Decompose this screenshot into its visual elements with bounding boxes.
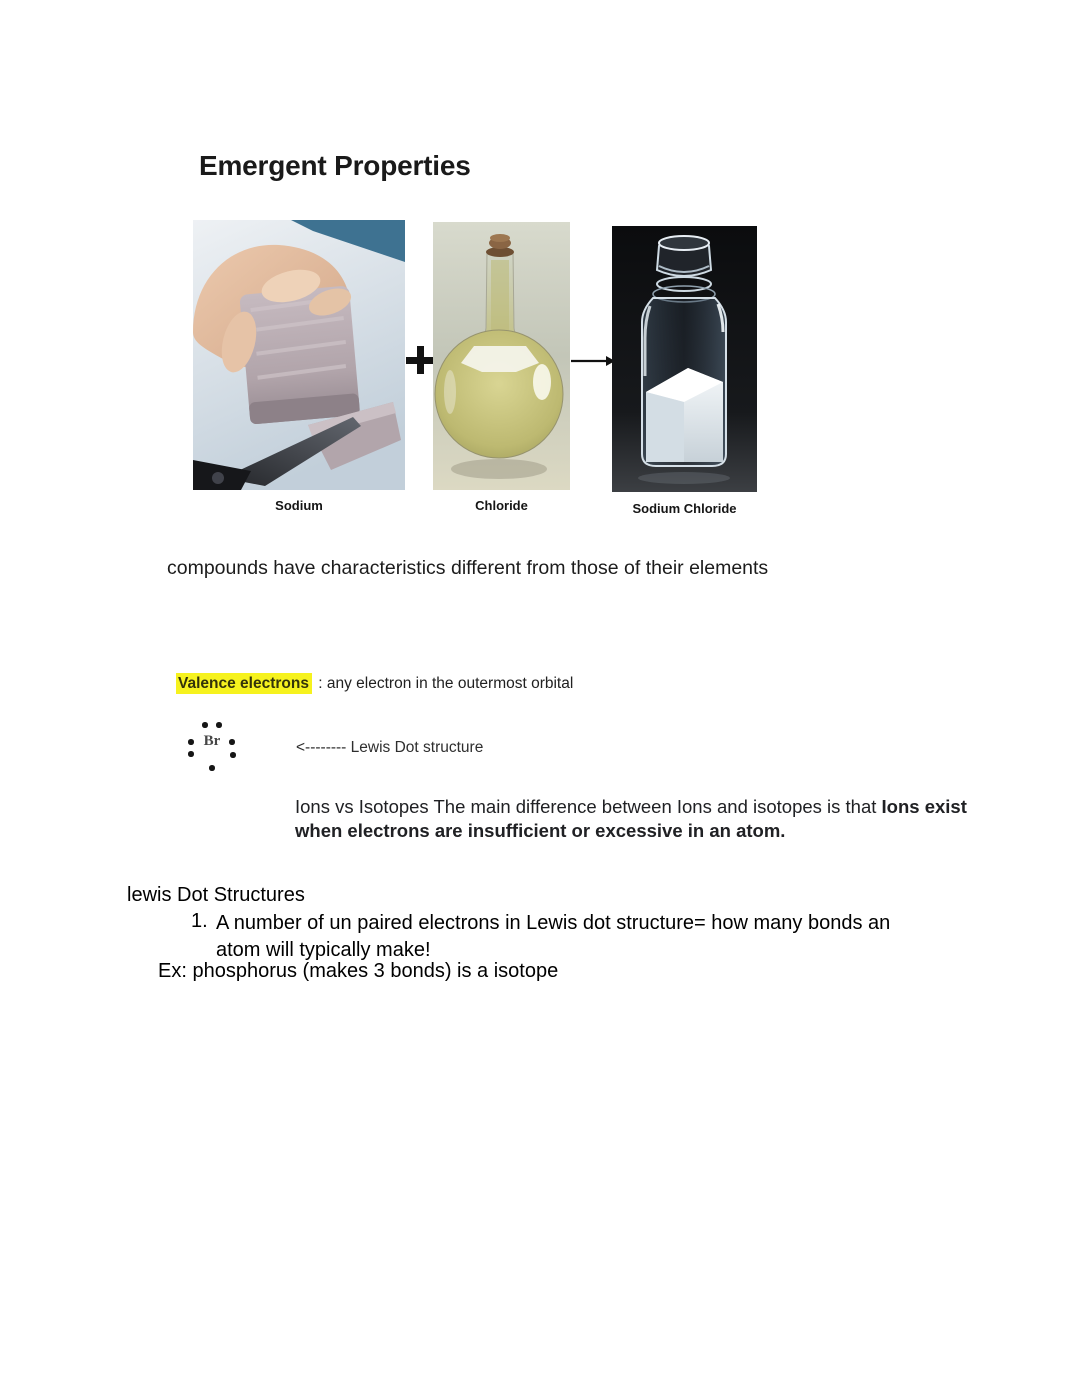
ions-regular-text: Ions vs Isotopes The main difference between Ions and isotopes is that — [295, 796, 882, 817]
electron-dot — [216, 722, 222, 728]
lewis-dot-structures-heading: lewis Dot Structures — [127, 884, 305, 906]
electron-dot — [202, 722, 208, 728]
electron-dot — [188, 739, 194, 745]
list-item-text: A number of un paired electrons in Lewis dot structure= how many bonds an atom will typically make! — [216, 912, 891, 961]
chlorine-flask-illustration — [433, 222, 570, 490]
salt-jar-photo — [612, 226, 757, 492]
sodium-label: Sodium — [275, 498, 323, 513]
electron-dot — [230, 752, 236, 758]
sodium-metal-photo — [193, 220, 405, 490]
compounds-sentence: compounds have characteristics different from those of their elements — [167, 557, 769, 579]
list-item-number: 1. — [191, 910, 208, 932]
bromine-lewis-dot-structure — [183, 716, 245, 778]
valence-electrons-definition-text: : any electron in the outermost orbital — [313, 675, 574, 692]
sodium-chloride-label: Sodium Chloride — [632, 501, 737, 516]
electron-dot — [188, 751, 194, 757]
lewis-dot-structure-caption: <-------- Lewis Dot structure — [296, 739, 484, 756]
electron-dot — [229, 739, 235, 745]
ions-bold-text: Ions exist when electrons are insufficient or excessive in an atom. — [295, 796, 967, 841]
plus-icon — [406, 346, 434, 374]
electron-dot — [209, 765, 215, 771]
valence-electrons-highlighted-term: Valence electrons — [176, 673, 312, 694]
page-title: Emergent Properties — [199, 150, 471, 181]
right-arrow-icon — [570, 353, 616, 369]
plus-vertical-bar — [417, 346, 424, 374]
bromine-symbol: Br — [203, 733, 221, 749]
chlorine-flask-photo — [433, 222, 570, 490]
sodium-metal-illustration — [193, 220, 405, 490]
chloride-label: Chloride — [475, 498, 528, 513]
salt-jar-illustration — [612, 226, 757, 492]
valence-electrons-definition — [176, 675, 573, 693]
phosphorus-example-line: Ex: phosphorus (makes 3 bonds) is a isotope — [158, 960, 559, 982]
ions-vs-isotopes-paragraph — [295, 795, 967, 842]
